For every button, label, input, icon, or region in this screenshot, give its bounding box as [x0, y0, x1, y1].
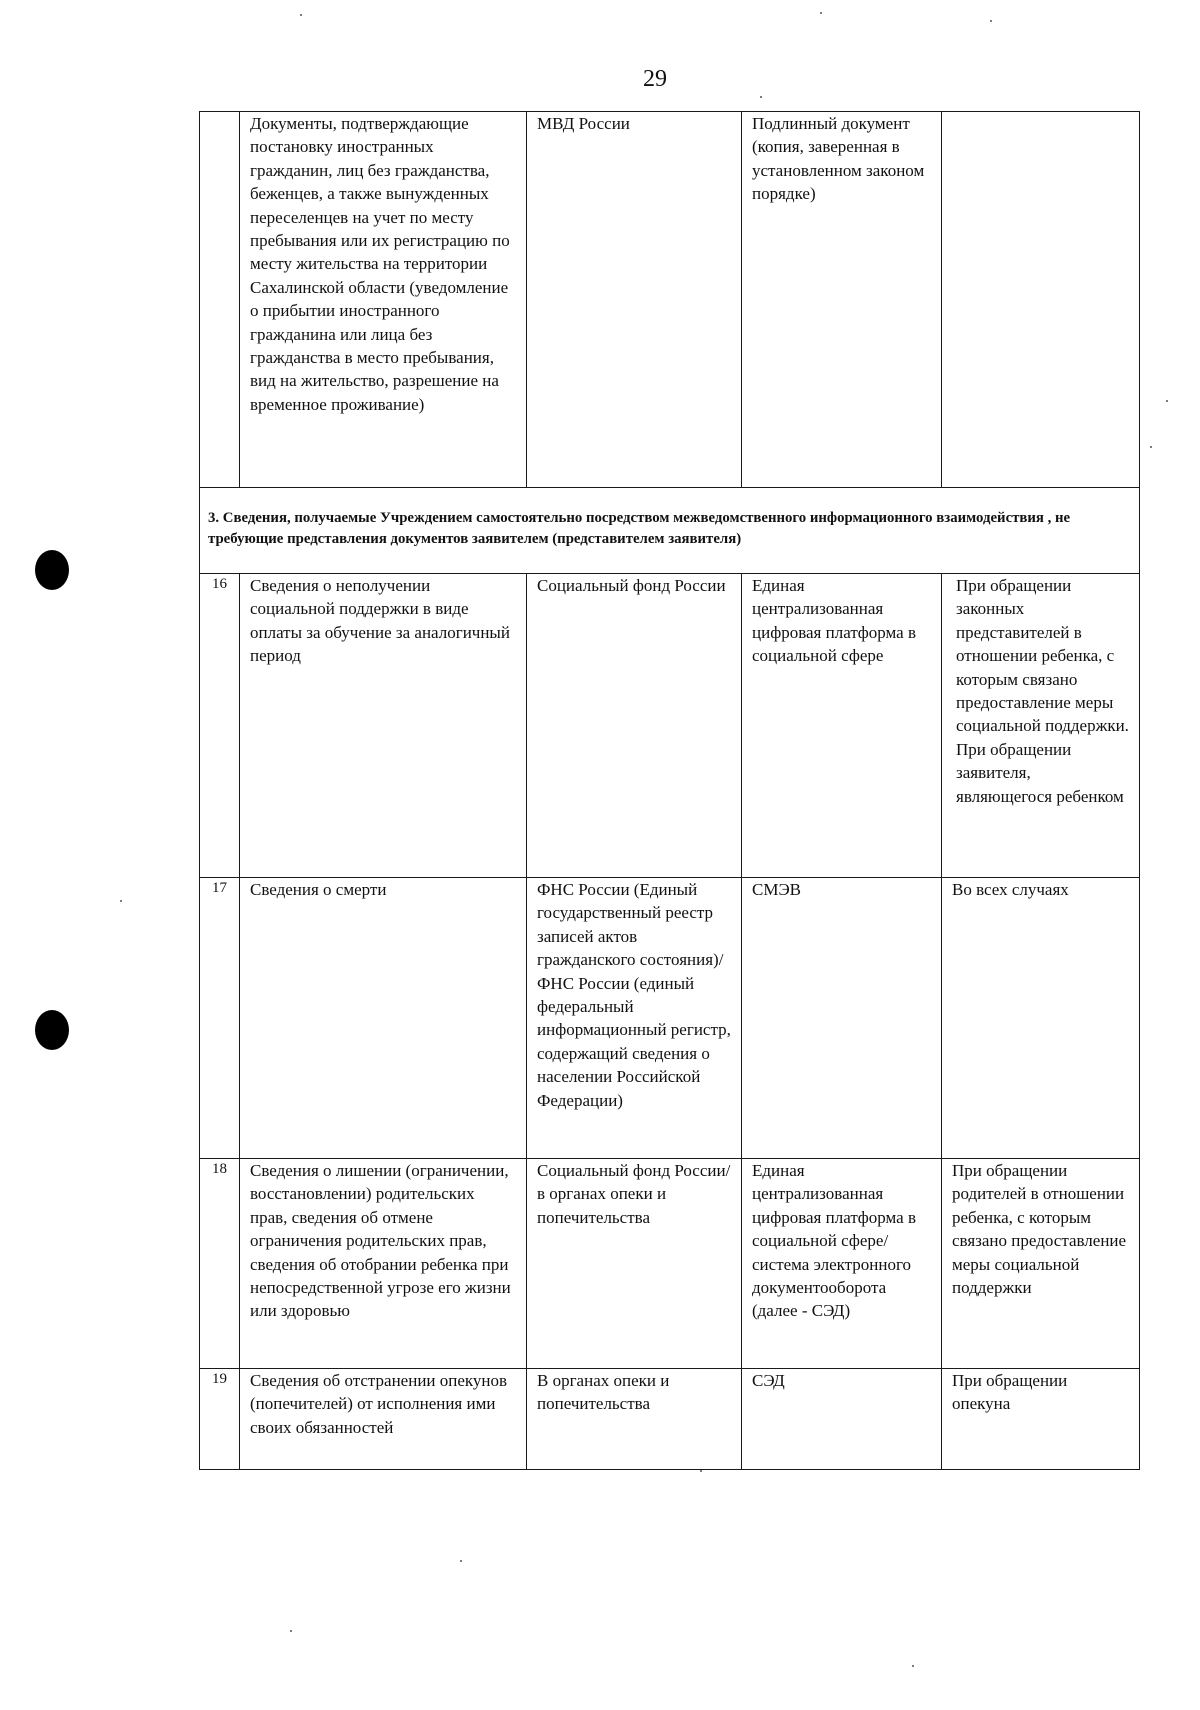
document-name: Сведения об отстранении опекунов (попечителей) от исполнения ими своих обязанностей	[240, 1369, 527, 1470]
table-row	[200, 574, 1140, 878]
section-title: 3. Сведения, получаемые Учреждением самостоятельно посредством межведомственного информационного взаимодействия , не требующие представления документов заявителем (представителем заявителя)	[200, 488, 1140, 574]
scan-speck	[460, 1560, 462, 1562]
document-condition: Во всех случаях	[942, 878, 1140, 1159]
document-name: Сведения о неполучении социальной поддержки в виде оплаты за обучение за аналогичный период	[240, 574, 527, 878]
row-number: 17	[200, 878, 240, 1159]
document-condition: При обращении родителей в отношении ребенка, с которым связано предоставление меры социальной поддержки	[942, 1159, 1140, 1369]
document-format: Подлинный документ (копия, заверенная в установленном законом порядке)	[742, 112, 942, 488]
document-source: В органах опеки и попечительства	[527, 1369, 742, 1470]
section-header-row	[200, 488, 1140, 574]
scan-speck	[290, 1630, 292, 1632]
punch-hole-bottom	[35, 1010, 69, 1050]
document-format: Единая централизованная цифровая платформа в социальной сфере	[742, 574, 942, 878]
table-row	[200, 1369, 1140, 1470]
document-name: Сведения о лишении (ограничении, восстановлении) родительских прав, сведения об отмене ограничения родительских прав, сведения об отобрании ребенка при непосредственной угрозе его жизни или здоровью	[240, 1159, 527, 1369]
document-source: ФНС России (Единый государственный реестр записей актов гражданского состояния)/ФНС России (единый федеральный информационный регистр, содержащий сведения о населении Российской Федерации)	[527, 878, 742, 1159]
document-format: СМЭВ	[742, 878, 942, 1159]
document-condition: При обращении опекуна	[942, 1369, 1140, 1470]
row-number	[200, 112, 240, 488]
row-number: 16	[200, 574, 240, 878]
document-condition: При обращении законных представителей в отношении ребенка, с которым связано предоставление меры социальной поддержки. При обращении заявителя, являющегося ребенком	[942, 574, 1140, 878]
scan-speck	[820, 12, 822, 14]
documents-table	[199, 111, 1140, 1470]
document-name: Документы, подтверждающие постановку иностранных гражданин, лиц без гражданства, беженцев, а также вынужденных переселенцев на учет по месту пребывания или их регистрацию по месту жительства на территории Сахалинской области (уведомление о прибытии иностранного гражданина или лица без гражданства в место пребывания, вид на жительство, разрешение на временное проживание)	[240, 112, 527, 488]
row-number: 18	[200, 1159, 240, 1369]
document-source: МВД России	[527, 112, 742, 488]
row-number: 19	[200, 1369, 240, 1470]
document-format: Единая централизованная цифровая платформа в социальной сфере/ система электронного документооборота (далее - СЭД)	[742, 1159, 942, 1369]
page-number: 29	[643, 66, 667, 92]
punch-hole-top	[35, 550, 69, 590]
document-name: Сведения о смерти	[240, 878, 527, 1159]
scan-speck	[700, 1470, 702, 1472]
scan-speck	[1166, 400, 1168, 402]
scan-speck	[300, 14, 302, 16]
table-row	[200, 1159, 1140, 1369]
document-format: СЭД	[742, 1369, 942, 1470]
table-row	[200, 878, 1140, 1159]
scan-speck	[1150, 446, 1152, 448]
document-source: Социальный фонд России	[527, 574, 742, 878]
document-source: Социальный фонд России/ в органах опеки и попечительства	[527, 1159, 742, 1369]
scan-speck	[120, 900, 122, 902]
scan-speck	[990, 20, 992, 22]
table-row	[200, 112, 1140, 488]
document-condition	[942, 112, 1140, 488]
scan-speck	[912, 1665, 914, 1667]
scan-speck	[760, 96, 762, 98]
